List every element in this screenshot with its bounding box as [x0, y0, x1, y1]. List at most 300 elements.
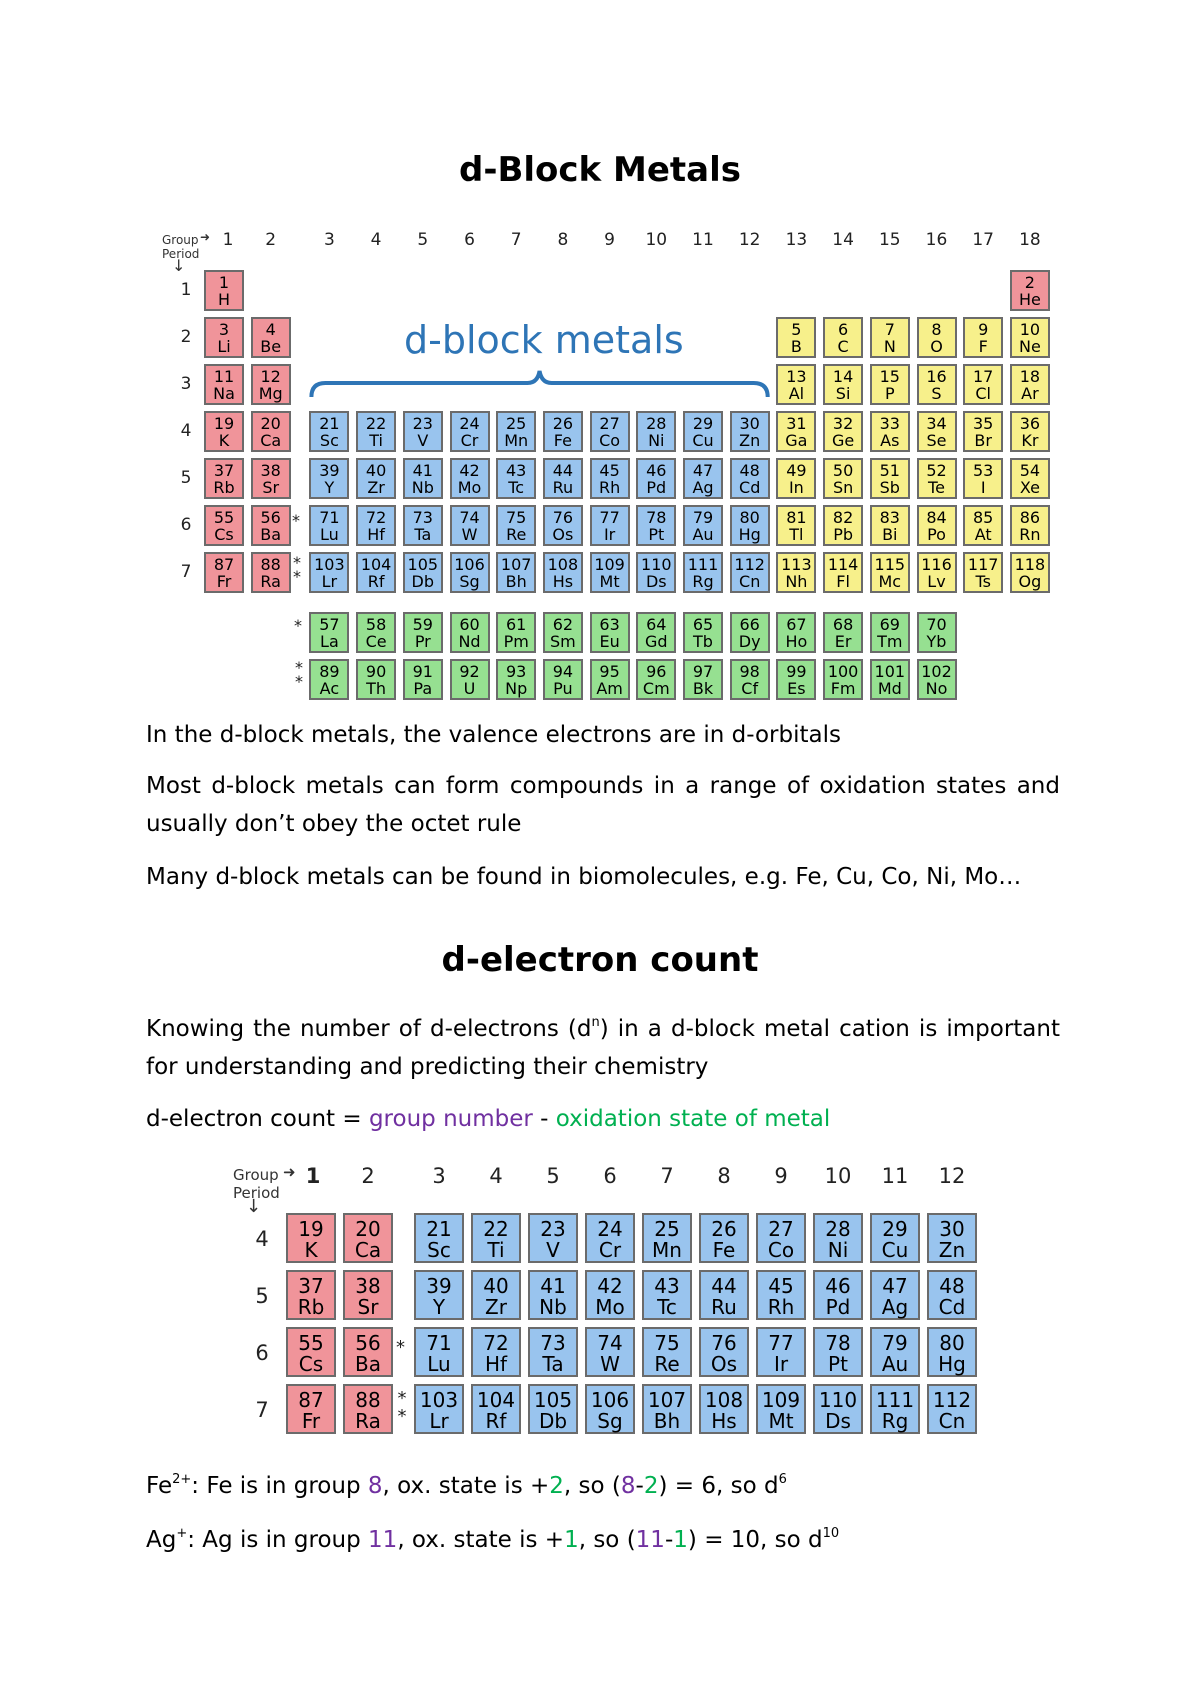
element-nb — [528, 1270, 578, 1320]
element-cu — [870, 1213, 920, 1263]
atomic-number: 19 — [298, 1217, 324, 1241]
atomic-number: 108 — [704, 1388, 744, 1412]
atomic-number: 47 — [692, 461, 714, 480]
element-ir — [756, 1327, 806, 1377]
element-symbol: Kr — [1021, 431, 1039, 450]
element-cr — [585, 1213, 635, 1263]
element-lr — [414, 1384, 464, 1434]
element-symbol: Cn — [938, 1409, 966, 1433]
element-symbol: Cu — [881, 1238, 909, 1262]
element-symbol: Sr — [262, 478, 280, 497]
element-symbol: Mn — [652, 1238, 682, 1262]
period-number-3: 3 — [180, 374, 192, 394]
atomic-number: 43 — [654, 1274, 680, 1298]
atomic-number: 79 — [692, 508, 714, 527]
element-symbol: Sc — [427, 1238, 451, 1262]
atomic-number: 72 — [483, 1331, 509, 1355]
element-symbol: La — [320, 632, 339, 651]
element-symbol: W — [600, 1352, 620, 1376]
atomic-number: 11 — [213, 367, 235, 386]
atomic-number: 4 — [265, 320, 276, 339]
element-symbol: Np — [505, 679, 528, 698]
atomic-number: 80 — [939, 1331, 965, 1355]
element-symbol: Sr — [357, 1295, 379, 1319]
period-label: Period — [162, 247, 200, 261]
element-symbol: Tm — [877, 632, 903, 651]
curly-brace-icon — [0, 0, 1200, 720]
period-number-1: 1 — [180, 280, 192, 300]
element-symbol: Cf — [741, 679, 759, 698]
element-symbol: Ts — [975, 572, 991, 591]
element-symbol: Rh — [767, 1295, 795, 1319]
element-ta — [528, 1327, 578, 1377]
element-symbol: Au — [881, 1352, 909, 1376]
element-symbol: Mo — [457, 478, 482, 497]
element-symbol: Fl — [836, 572, 850, 591]
atomic-number: 3 — [218, 320, 230, 339]
element-symbol: Tc — [508, 478, 525, 497]
group-number-11: 11 — [692, 230, 714, 250]
element-symbol: He — [1018, 290, 1041, 309]
element-pt — [813, 1327, 863, 1377]
element-symbol: Cr — [460, 431, 479, 450]
group-number-2: 2 — [361, 1164, 375, 1188]
atomic-number: 78 — [825, 1331, 851, 1355]
element-symbol: Hg — [738, 525, 761, 544]
atomic-number: 50 — [832, 461, 854, 480]
atomic-number: 38 — [260, 461, 281, 480]
element-os — [699, 1327, 749, 1377]
element-symbol: Mn — [504, 431, 529, 450]
atomic-number: 75 — [506, 508, 527, 527]
atomic-number: 44 — [552, 461, 574, 480]
atomic-number: 13 — [786, 367, 807, 386]
period-number-7: 7 — [180, 562, 192, 582]
element-symbol: Ho — [785, 632, 808, 651]
element-symbol: Pb — [833, 525, 853, 544]
atomic-number: 89 — [319, 662, 340, 681]
element-ag — [870, 1270, 920, 1320]
element-symbol: Md — [877, 679, 902, 698]
atomic-number: 68 — [832, 615, 854, 634]
element-symbol: Ar — [1021, 384, 1039, 403]
group-number-18: 18 — [1019, 230, 1041, 250]
element-symbol: Lr — [429, 1409, 449, 1433]
element-rb — [286, 1270, 336, 1320]
element-symbol: Eu — [599, 632, 620, 651]
atomic-number: 62 — [552, 615, 574, 634]
formula-d-electron-count: d-electron count = group number - oxidation state of metal — [146, 1106, 831, 1132]
atomic-number: 87 — [298, 1388, 324, 1412]
element-symbol: Ta — [542, 1352, 564, 1376]
arrow-down-icon: ↓ — [172, 256, 186, 275]
atomic-number: 105 — [407, 555, 439, 574]
group-number-3: 3 — [432, 1164, 446, 1188]
element-symbol: Ag — [881, 1295, 909, 1319]
f-actinide-marker: * * — [295, 658, 303, 691]
element-symbol: Ds — [645, 572, 667, 591]
atomic-number: 118 — [1014, 555, 1046, 574]
atomic-number: 8 — [931, 320, 942, 339]
atomic-number: 30 — [739, 414, 760, 433]
group-number-4: 4 — [489, 1164, 503, 1188]
element-symbol: Ti — [487, 1238, 505, 1262]
atomic-number: 20 — [355, 1217, 381, 1241]
atomic-number: 19 — [213, 414, 235, 433]
element-symbol: Rg — [692, 572, 714, 591]
group-number-15: 15 — [878, 230, 901, 250]
group-number-7: 7 — [660, 1164, 674, 1188]
element-symbol: Pt — [648, 525, 665, 544]
atomic-number: 35 — [973, 414, 994, 433]
element-symbol: In — [788, 478, 804, 497]
group-number-10: 10 — [645, 230, 668, 250]
element-symbol: Og — [1018, 572, 1042, 591]
element-symbol: Pm — [503, 632, 529, 651]
atomic-number: 108 — [547, 555, 579, 574]
atomic-number: 110 — [818, 1388, 858, 1412]
element-symbol: Ba — [260, 525, 282, 544]
atomic-number: 40 — [365, 461, 387, 480]
element-symbol: Cm — [642, 679, 670, 698]
periodic-table-full — [0, 0, 1200, 720]
element-symbol: Am — [596, 679, 623, 698]
element-symbol: Sb — [879, 478, 900, 497]
atomic-number: 75 — [654, 1331, 680, 1355]
element-symbol: Cl — [975, 384, 991, 403]
element-symbol: Sn — [832, 478, 854, 497]
element-symbol: O — [930, 337, 943, 356]
group-number-2: 2 — [265, 230, 277, 250]
atomic-number: 87 — [213, 555, 235, 574]
group-label: Group — [233, 1166, 279, 1184]
atomic-number: 86 — [1019, 508, 1041, 527]
element-symbol: Mc — [878, 572, 902, 591]
atomic-number: 71 — [426, 1331, 452, 1355]
atomic-number: 57 — [319, 615, 340, 634]
atomic-number: 44 — [711, 1274, 737, 1298]
formula-oxidation-state: oxidation state of metal — [555, 1106, 831, 1132]
element-symbol: Db — [538, 1409, 568, 1433]
group-number-8: 8 — [717, 1164, 731, 1188]
element-rh — [756, 1270, 806, 1320]
atomic-number: 64 — [646, 615, 667, 634]
element-symbol: As — [880, 431, 900, 450]
atomic-number: 81 — [786, 508, 807, 527]
element-symbol: At — [974, 525, 992, 544]
atomic-number: 67 — [786, 615, 807, 634]
group-number-7: 7 — [510, 230, 522, 250]
element-symbol: Zn — [739, 431, 761, 450]
element-symbol: No — [925, 679, 948, 698]
group-number-6: 6 — [603, 1164, 617, 1188]
atomic-number: 109 — [761, 1388, 801, 1412]
element-symbol: K — [218, 431, 230, 450]
atomic-number: 39 — [426, 1274, 452, 1298]
element-symbol: Ra — [260, 572, 281, 591]
actinide-marker: * * — [293, 553, 301, 586]
atomic-number: 14 — [832, 367, 854, 386]
element-symbol: Os — [710, 1352, 738, 1376]
element-k — [286, 1213, 336, 1263]
atomic-number: 103 — [314, 555, 345, 574]
atomic-number: 20 — [260, 414, 281, 433]
atomic-number: 59 — [412, 615, 433, 634]
atomic-number: 113 — [781, 555, 812, 574]
element-au — [870, 1327, 920, 1377]
atomic-number: 29 — [692, 414, 714, 433]
atomic-number: 70 — [926, 615, 947, 634]
element-symbol: B — [790, 337, 802, 356]
atomic-number: 1 — [218, 273, 230, 292]
element-symbol: Co — [767, 1238, 795, 1262]
atomic-number: 74 — [597, 1331, 623, 1355]
element-symbol: Rn — [1019, 525, 1041, 544]
atomic-number: 36 — [1019, 414, 1041, 433]
element-symbol: Os — [552, 525, 574, 544]
element-symbol: Pd — [825, 1295, 851, 1319]
element-symbol: Lu — [427, 1352, 451, 1376]
element-symbol: P — [884, 384, 895, 403]
element-symbol: W — [461, 525, 478, 544]
arrow-right-icon: ➜ — [200, 230, 211, 244]
atomic-number: 63 — [599, 615, 620, 634]
element-symbol: Hg — [938, 1352, 966, 1376]
atomic-number: 39 — [319, 461, 340, 480]
element-symbol: Y — [432, 1295, 446, 1319]
atomic-number: 41 — [412, 461, 433, 480]
atomic-number: 15 — [879, 367, 900, 386]
atomic-number: 95 — [599, 662, 620, 681]
element-symbol: Gd — [645, 632, 668, 651]
atomic-number: 101 — [874, 662, 906, 681]
atomic-number: 12 — [260, 367, 281, 386]
element-ra — [343, 1384, 393, 1434]
element-fr — [286, 1384, 336, 1434]
period-number-2: 2 — [180, 327, 192, 347]
element-mt — [756, 1384, 806, 1434]
element-symbol: Br — [974, 431, 992, 450]
element-symbol: Re — [654, 1352, 680, 1376]
atomic-number: 111 — [687, 555, 719, 574]
atomic-number: 17 — [973, 367, 994, 386]
element-symbol: Tl — [789, 525, 804, 544]
element-symbol: Ru — [711, 1295, 737, 1319]
element-symbol: Db — [411, 572, 435, 591]
element-symbol: Be — [260, 337, 282, 356]
period-label: Period — [233, 1184, 280, 1202]
element-sc — [414, 1213, 464, 1263]
atomic-number: 55 — [213, 508, 235, 527]
atomic-number: 52 — [926, 461, 947, 480]
atomic-number: 109 — [594, 555, 625, 574]
element-symbol: Cr — [598, 1238, 622, 1262]
atomic-number: 78 — [646, 508, 667, 527]
example-fe2plus: $Fe^{2+}$: Fe is in group 8, ox. state is +2, so (8-2) = 6, so $d^6$ — [146, 1472, 787, 1499]
element-hg — [927, 1327, 977, 1377]
element-symbol: Fr — [216, 572, 232, 591]
element-symbol: S — [931, 384, 942, 403]
atomic-number: 112 — [734, 555, 765, 574]
element-tc — [642, 1270, 692, 1320]
element-symbol: Pu — [553, 679, 573, 698]
atomic-number: 7 — [884, 320, 895, 339]
atomic-number: 37 — [213, 461, 235, 480]
atomic-number: 111 — [875, 1388, 915, 1412]
element-cd — [927, 1270, 977, 1320]
element-symbol: Mo — [595, 1295, 625, 1319]
element-symbol: Li — [217, 337, 231, 356]
element-symbol: F — [978, 337, 988, 356]
atomic-number: 47 — [882, 1274, 908, 1298]
atomic-number: 28 — [646, 414, 667, 433]
element-ds — [813, 1384, 863, 1434]
element-symbol: Bh — [653, 1409, 681, 1433]
atomic-number: 114 — [827, 555, 859, 574]
atomic-number: 53 — [973, 461, 994, 480]
element-zn — [927, 1213, 977, 1263]
element-symbol: Zn — [938, 1238, 966, 1262]
element-symbol: Zr — [485, 1295, 507, 1319]
element-rg — [870, 1384, 920, 1434]
element-symbol: Au — [692, 525, 714, 544]
actinide-marker: * * — [397, 1388, 407, 1427]
atomic-number: 107 — [500, 555, 532, 574]
element-symbol: V — [417, 431, 429, 450]
f-lanthanide-marker: * — [294, 616, 302, 635]
atomic-number: 97 — [692, 662, 714, 681]
atomic-number: 107 — [647, 1388, 687, 1412]
atomic-number: 33 — [879, 414, 900, 433]
atomic-number: 41 — [540, 1274, 566, 1298]
atomic-number: 99 — [786, 662, 807, 681]
group-number-5: 5 — [417, 230, 429, 250]
group-number-8: 8 — [557, 230, 569, 250]
element-bh — [642, 1384, 692, 1434]
atomic-number: 116 — [921, 555, 952, 574]
atomic-number: 82 — [832, 508, 854, 527]
atomic-number: 18 — [1019, 367, 1041, 386]
atomic-number: 66 — [739, 615, 760, 634]
element-symbol: Na — [213, 384, 235, 403]
element-cs — [286, 1327, 336, 1377]
atomic-number: 43 — [506, 461, 527, 480]
element-zr — [471, 1270, 521, 1320]
atomic-number: 28 — [825, 1217, 851, 1241]
atomic-number: 54 — [1019, 461, 1041, 480]
element-ti — [471, 1213, 521, 1263]
atomic-number: 21 — [426, 1217, 452, 1241]
element-sg — [585, 1384, 635, 1434]
atomic-number: 117 — [967, 555, 999, 574]
atomic-number: 34 — [926, 414, 947, 433]
atomic-number: 98 — [739, 662, 760, 681]
atomic-number: 45 — [599, 461, 620, 480]
formula-group-number: group number — [368, 1106, 533, 1132]
element-symbol: Ds — [825, 1409, 851, 1433]
element-symbol: Ne — [1018, 337, 1041, 356]
group-number-14: 14 — [832, 230, 854, 250]
period-number-4: 4 — [180, 421, 192, 441]
atomic-number: 48 — [739, 461, 760, 480]
group-number-9: 9 — [604, 230, 615, 250]
period-number-5: 5 — [180, 468, 192, 488]
atomic-number: 69 — [879, 615, 900, 634]
element-symbol: Si — [835, 384, 851, 403]
atomic-number: 56 — [260, 508, 281, 527]
element-symbol: Pt — [828, 1352, 848, 1376]
atomic-number: 73 — [540, 1331, 566, 1355]
element-symbol: Bh — [505, 572, 527, 591]
atomic-number: 51 — [879, 461, 900, 480]
atomic-number: 115 — [874, 555, 906, 574]
arrow-down-icon: ↓ — [246, 1196, 262, 1217]
element-symbol: Ag — [692, 478, 714, 497]
element-symbol: Rf — [367, 572, 385, 591]
atomic-number: 24 — [459, 414, 480, 433]
element-symbol: Ge — [831, 431, 855, 450]
atomic-number: 104 — [360, 555, 392, 574]
element-mo — [585, 1270, 635, 1320]
atomic-number: 96 — [646, 662, 667, 681]
element-co — [756, 1213, 806, 1263]
element-symbol: Rb — [297, 1295, 325, 1319]
element-symbol: Re — [506, 525, 527, 544]
element-re — [642, 1327, 692, 1377]
atomic-number: 88 — [260, 555, 281, 574]
element-v — [528, 1213, 578, 1263]
group-label: Group — [162, 233, 199, 247]
element-symbol: Dy — [738, 632, 761, 651]
arrow-right-icon: ➜ — [283, 1163, 296, 1181]
element-symbol: Ir — [603, 525, 616, 544]
element-symbol: Ca — [260, 431, 282, 450]
paragraph-valence: In the d-block metals, the valence electrons are in d-orbitals — [146, 722, 841, 748]
group-number-12: 12 — [738, 230, 761, 250]
atomic-number: 56 — [355, 1331, 381, 1355]
atomic-number: 26 — [711, 1217, 737, 1241]
atomic-number: 83 — [879, 508, 900, 527]
period-number-5: 5 — [255, 1284, 269, 1308]
element-symbol: Sm — [550, 632, 576, 651]
group-number-6: 6 — [464, 230, 475, 250]
atomic-number: 106 — [590, 1388, 630, 1412]
element-symbol: Lv — [927, 572, 946, 591]
atomic-number: 71 — [319, 508, 340, 527]
group-number-10: 10 — [824, 1164, 852, 1188]
paragraph-biomolecules: Many d-block metals can be found in biomolecules, e.g. Fe, Cu, Co, Ni, Mo… — [146, 864, 1022, 890]
atomic-number: 31 — [786, 414, 807, 433]
atomic-number: 40 — [483, 1274, 509, 1298]
atomic-number: 72 — [365, 508, 387, 527]
group-number-9: 9 — [774, 1164, 788, 1188]
lanthanide-marker: * — [292, 511, 300, 530]
element-symbol: Sc — [319, 431, 339, 450]
element-symbol: Cd — [938, 1295, 966, 1319]
element-symbol: K — [304, 1238, 318, 1262]
element-mn — [642, 1213, 692, 1263]
group-number-16: 16 — [925, 230, 948, 250]
atomic-number: 102 — [921, 662, 952, 681]
element-symbol: Th — [366, 679, 387, 698]
element-symbol: Tb — [693, 632, 713, 651]
element-sr — [343, 1270, 393, 1320]
d-block-metals-label: d-block metals — [404, 318, 684, 362]
atomic-number: 10 — [1019, 320, 1041, 339]
atomic-number: 112 — [932, 1388, 972, 1412]
paragraph-oxidation-states: Most d-block metals can form compounds in a range of oxidation states and usually don’t obey the octet rule — [146, 773, 1060, 837]
atomic-number: 93 — [506, 662, 527, 681]
